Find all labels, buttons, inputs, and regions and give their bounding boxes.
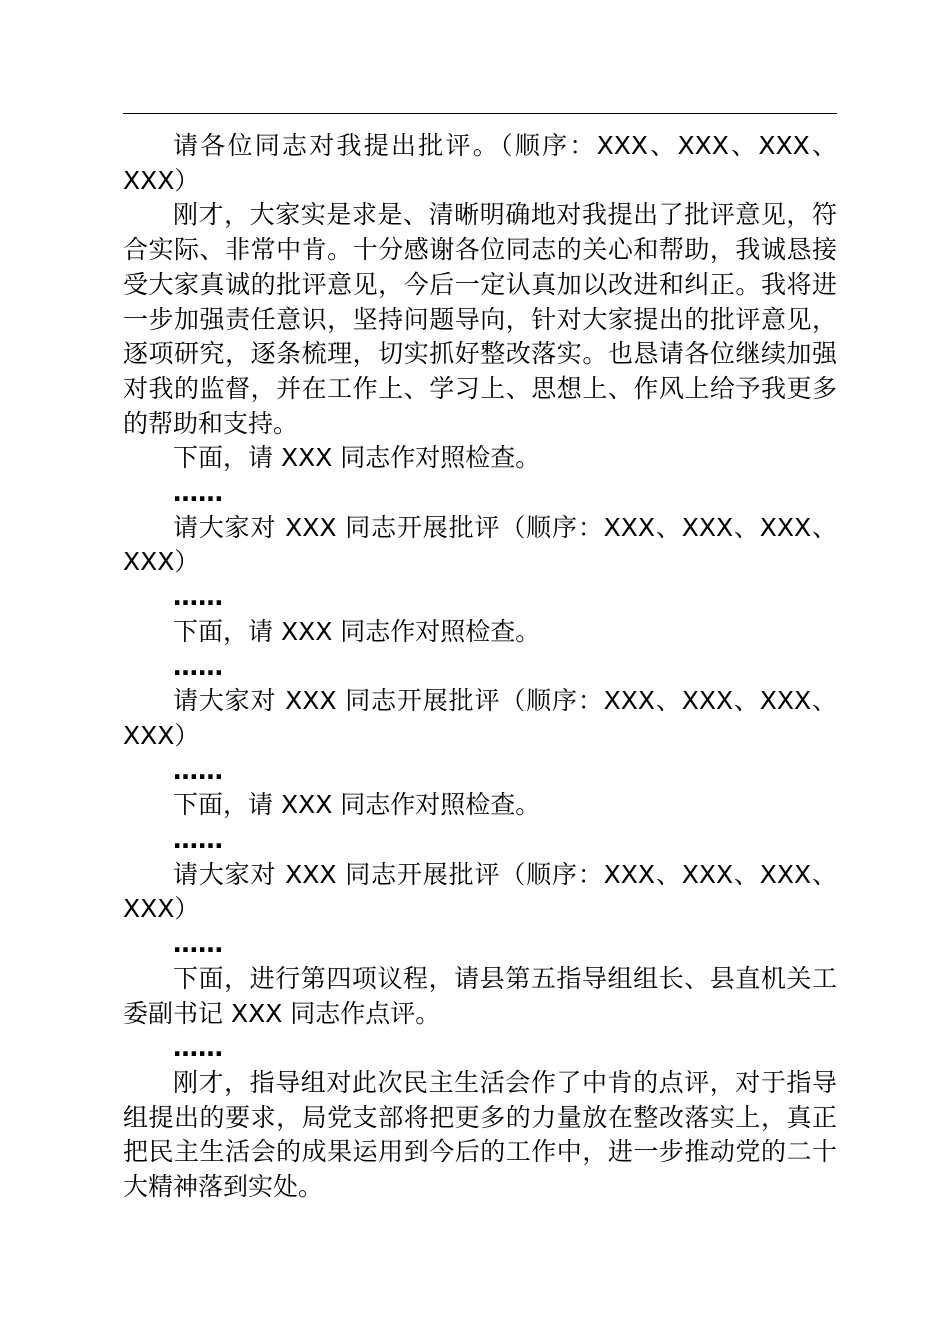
ellipsis-line: …… (173, 825, 223, 855)
paragraph: 请大家对 XXX 同志开展批评（顺序：XXX、XXX、XXX、XXX） (123, 859, 837, 924)
paragraph: 下面，请 XXX 同志作对照检查。 (173, 790, 541, 820)
paragraph: 刚才，大家实是求是、清晰明确地对我提出了批评意见，符合实际、非常中肯。十分感谢各位同志的关心和帮助，我诚恳接受大家真诚的批评意见，今后一定认真加以改进和纠正。我将进一步加强责任意识，坚持问题导向，针对大家提出的批评意见，逐项研究，逐条梳理，切实抓好整改落实。也恳请各位继续加强对我的监督，并在工作上、学习上、思想上、作风上给予我更多的帮助和支持。 (123, 200, 837, 438)
paragraph: 请大家对 XXX 同志开展批评（顺序：XXX、XXX、XXX、XXX） (123, 512, 837, 577)
document-body (123, 129, 837, 1205)
paragraph: 请各位同志对我提出批评。（顺序：XXX、XXX、XXX、XXX） (123, 131, 837, 195)
header-rule (123, 113, 837, 114)
ellipsis-line: …… (173, 1033, 223, 1063)
paragraph: 下面，请 XXX 同志作对照检查。 (173, 443, 541, 473)
ellipsis-line: …… (173, 929, 223, 959)
ellipsis-line: …… (173, 651, 223, 681)
paragraph: 请大家对 XXX 同志开展批评（顺序：XXX、XXX、XXX、XXX） (123, 686, 837, 750)
paragraph: 下面，请 XXX 同志作对照检查。 (173, 616, 541, 646)
paragraph: 刚才，指导组对此次民主生活会作了中肯的点评，对于指导组提出的要求，局党支部将把更多的力量放在整改落实上，真正把民主生活会的成果运用到今后的工作中，进一步推动党的二十大精神落到实处。 (123, 1067, 837, 1202)
ellipsis-line: …… (173, 478, 223, 508)
paragraph: 下面，进行第四项议程，请县第五指导组组长、县直机关工委副书记 XXX 同志作点评。 (123, 963, 837, 1028)
ellipsis-line: …… (173, 582, 223, 612)
ellipsis-line: …… (173, 755, 223, 785)
